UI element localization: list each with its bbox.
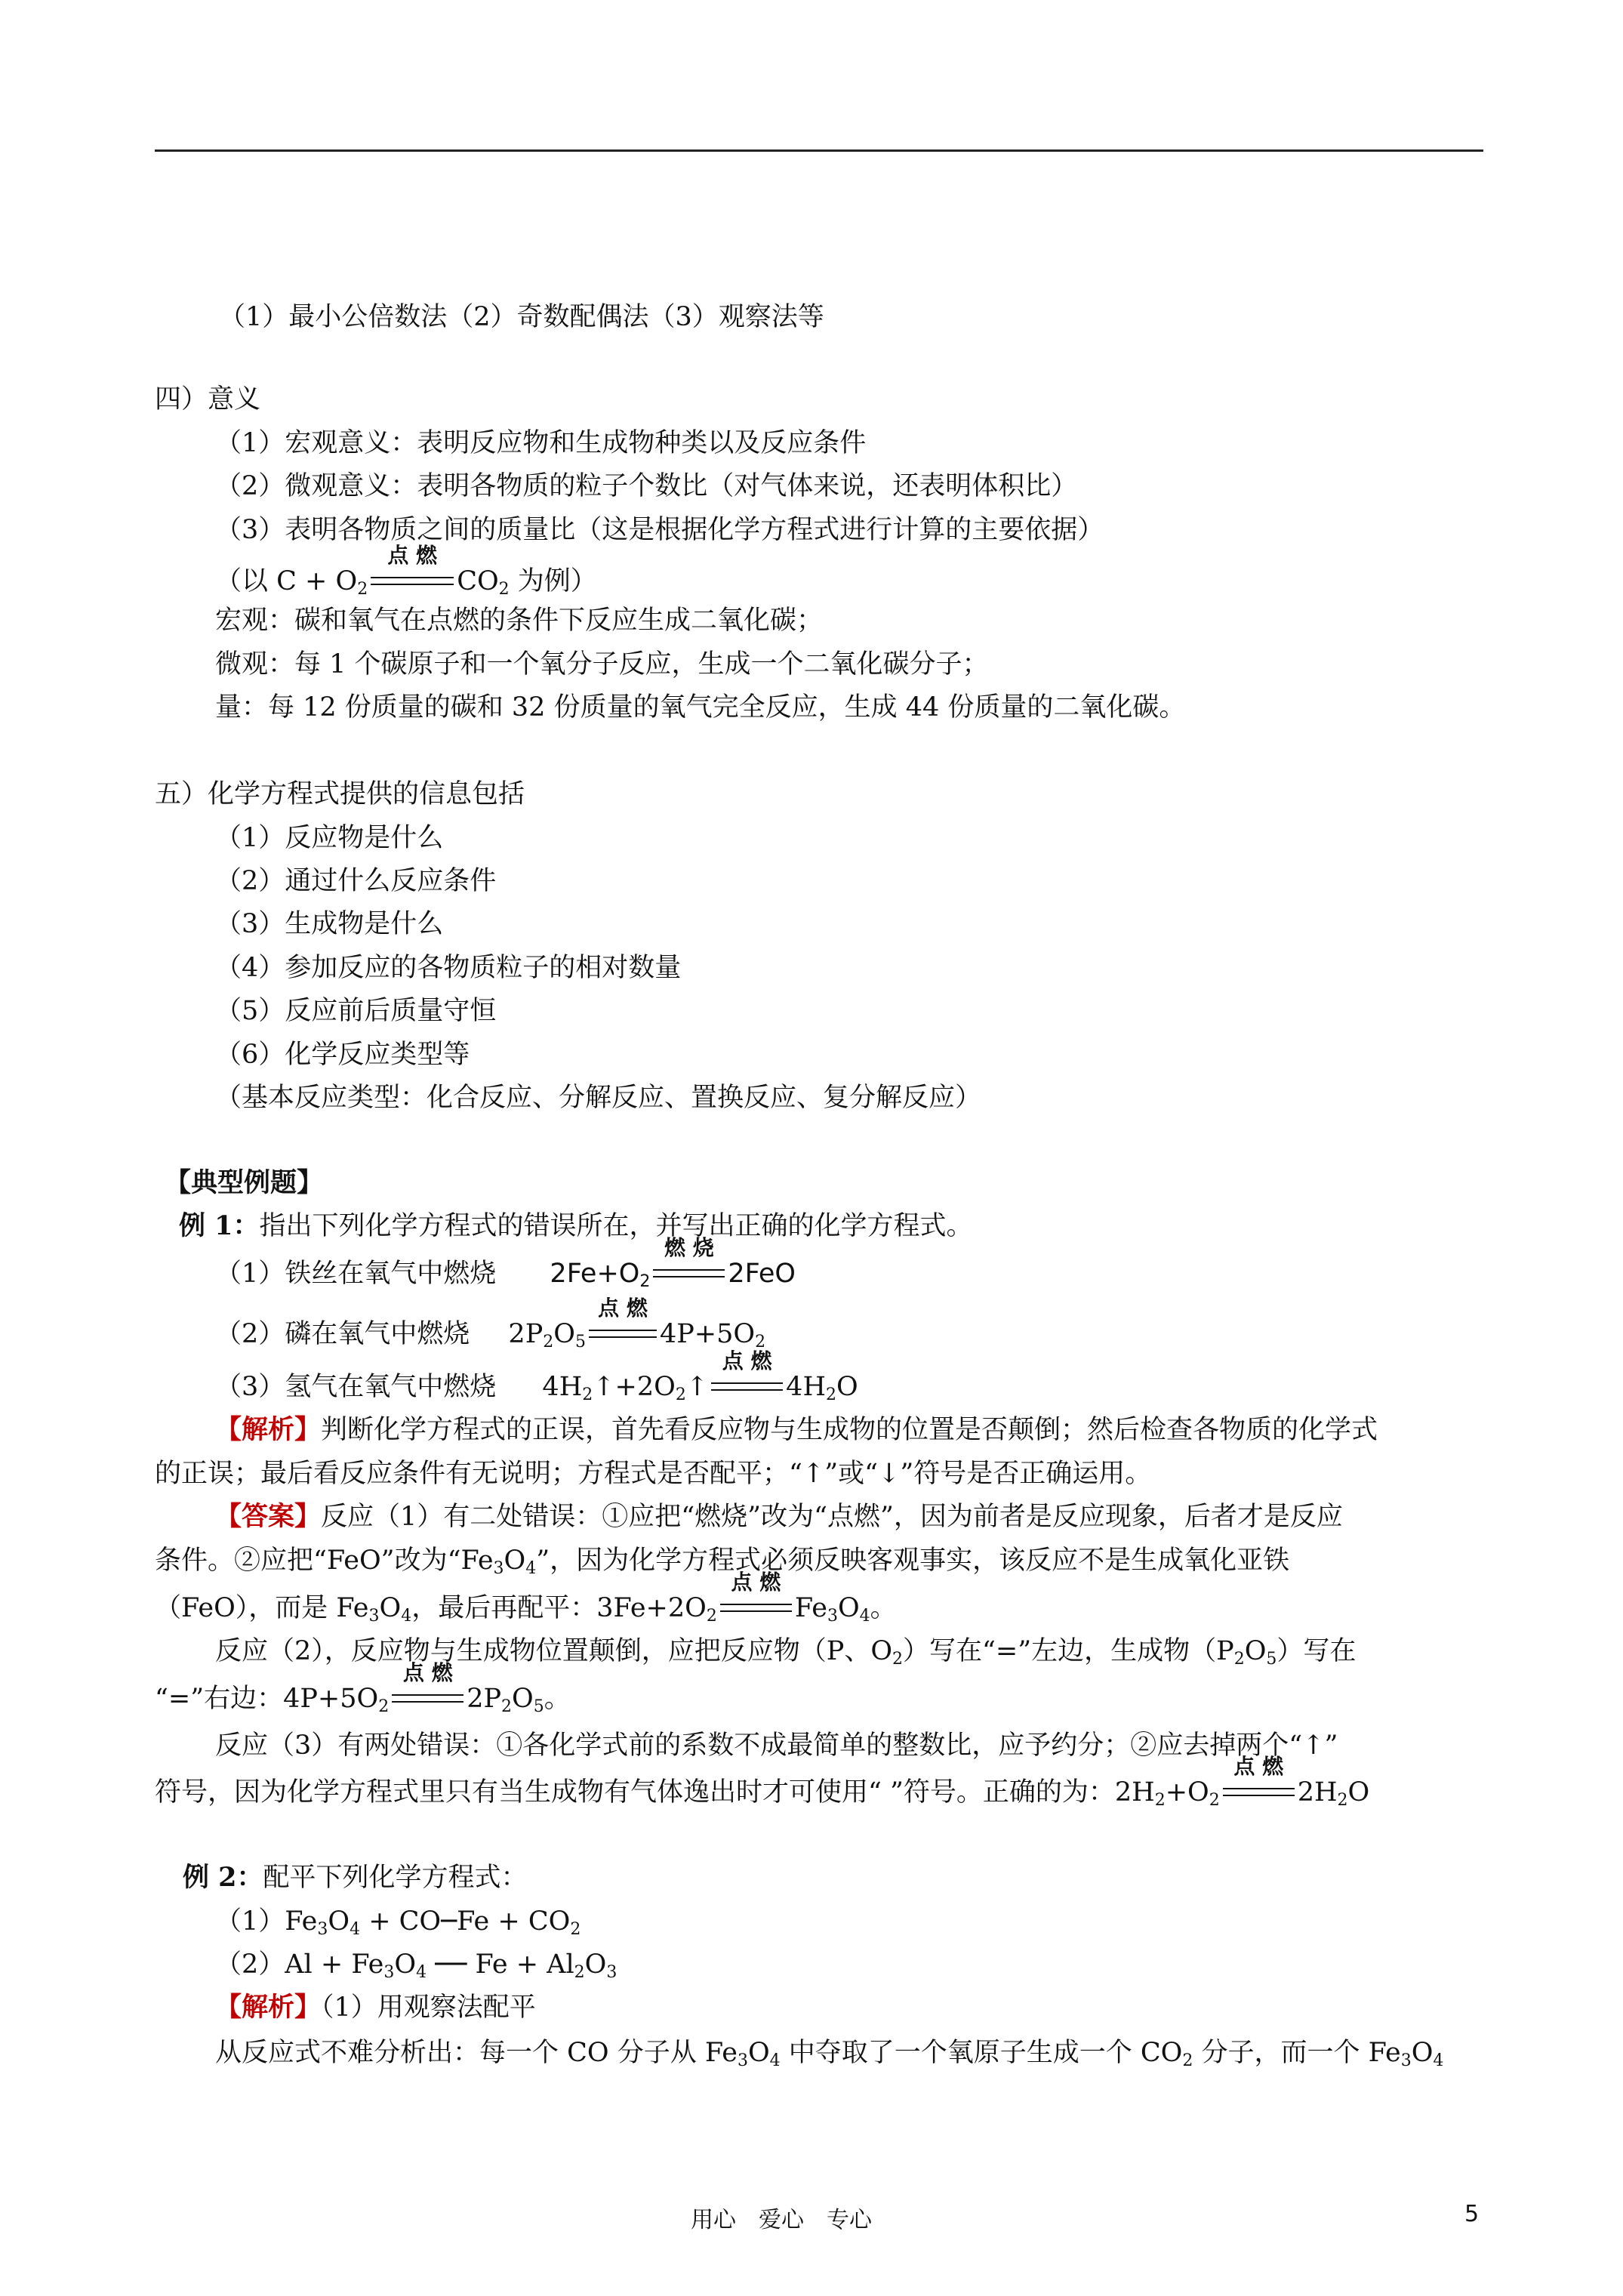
text-line: （3）表明各物质之间的质量比（这是根据化学方程式进行计算的主要依据） [215,515,1104,545]
example-item: （1）铁丝在氧气中燃烧 $2Fe+O_2$ 燃 烧 2FeO [215,1235,796,1291]
example-equation-line: （以 $C + O_2$ 点 燃 $CO_2$ 为例） [215,543,597,599]
page-number: 5 [1464,2201,1480,2227]
answer-line: 符号，因为化学方程式里只有当生成物有气体逸出时才可使用“ ”符号。正确的为：$2H_2+O_2$ 点 燃 $2H_2O$ [155,1754,1370,1810]
example-item: $(1)Fe_3O_4$ + CO─Fe + $CO_2$ [215,1906,581,1939]
example-heading: 例 2：配平下列化学方程式： [183,1862,528,1893]
section-title: 【典型例题】 [165,1167,324,1198]
header-rule [155,149,1483,152]
list-item: （1）反应物是什么 [215,823,444,853]
text-line: （1）宏观意义：表明反应物和生成物种类以及反应条件 [215,428,867,458]
list-item: （6）化学反应类型等 [215,1040,470,1070]
answer-line: 【答案】反应（1）有二处错误：①应把“燃烧”改为“点燃”，因为前者是反应现象，后者才是反应 [215,1501,1343,1532]
section-title: 四）意义 [155,384,261,415]
page-footer: 用心 爱心 专心 [691,2207,872,2233]
analysis-line: 【解析】判断化学方程式的正误，首先看反应物与生成物的位置是否颠倒；然后检查各物质的化学式 [215,1414,1378,1445]
list-item: （5）反应前后质量守恒 [215,996,497,1026]
analysis-line: 从反应式不难分析出：每一个 CO 分子从 $Fe_3O_4$ 中夺取了一个氧原子生成一个 $CO_2$ 分子，而一个 $Fe_3O_4$ [215,2038,1444,2070]
text-line: 宏观：碳和氧气在点燃的条件下反应生成二氧化碳； [215,606,824,636]
analysis-line: 【解析】（1）用观察法配平 [215,1992,536,2023]
text-line: （1）最小公倍数法（2）奇数配偶法（3）观察法等 [219,302,824,332]
answer-line: （FeO），而是 $Fe_3O_4$，最后再配平：$3Fe+2O_2$ 点 燃 $Fe_3O_4$。 [155,1570,897,1626]
text-line: 量：每 12 份质量的碳和 32 份质量的氧气完全反应，生成 44 份质量的二氧化碳。 [215,692,1186,723]
list-item: （基本反应类型：化合反应、分解反应、置换反应、复分解反应） [215,1083,982,1113]
analysis-line: 的正误；最后看反应条件有无说明；方程式是否配平；“↑”或“↓”符号是否正确运用。 [155,1459,1152,1489]
answer-line: 反应（3）有两处错误：①各化学式前的系数不成最简单的整数比，应予约分；②应去掉两个“↑” [215,1730,1338,1761]
list-item: （2）通过什么反应条件 [215,866,497,896]
section-title: 五）化学方程式提供的信息包括 [155,779,525,809]
reaction-condition: 点 燃 [371,565,454,598]
example-item: $(2)Al + Fe_3O_4$ ── $Fe + Al_2O_3$ [215,1949,617,1982]
list-item: （3）生成物是什么 [215,909,444,939]
text-line: （2）微观意义：表明各物质的粒子个数比（对气体来说，还表明体积比） [215,471,1078,501]
text-line: 微观：每 1 个碳原子和一个氧分子反应，生成一个二氧化碳分子； [215,649,989,680]
list-item: （4）参加反应的各物质粒子的相对数量 [215,953,682,983]
answer-line: 反应（2），反应物与生成物位置颠倒，应把反应物（P、$O_2$）写在“=”左边，生成物$(P_2O_5)$写在 [215,1636,1357,1669]
example-heading: 例 1：指出下列化学方程式的错误所在，并写出正确的化学方程式。 [179,1210,973,1241]
example-item: （3）氢气在氧气中燃烧 $4H_2↑+2O_2↑$ 点 燃 $4H_2O$ [215,1348,858,1404]
answer-line: 条件。②应把“FeO”改为“$Fe_3O_4$”，因为化学方程式必须反映客观事实，该反应不是生成氧化亚铁 [155,1546,1290,1578]
example-item: （2）磷在氧气中燃烧 $2P_2O_5$ 点 燃 $4P+5O_2$ [215,1296,766,1351]
answer-line: “=”右边：$4P+5O_2$ 点 燃 $2P_2O_5$。 [155,1660,571,1716]
